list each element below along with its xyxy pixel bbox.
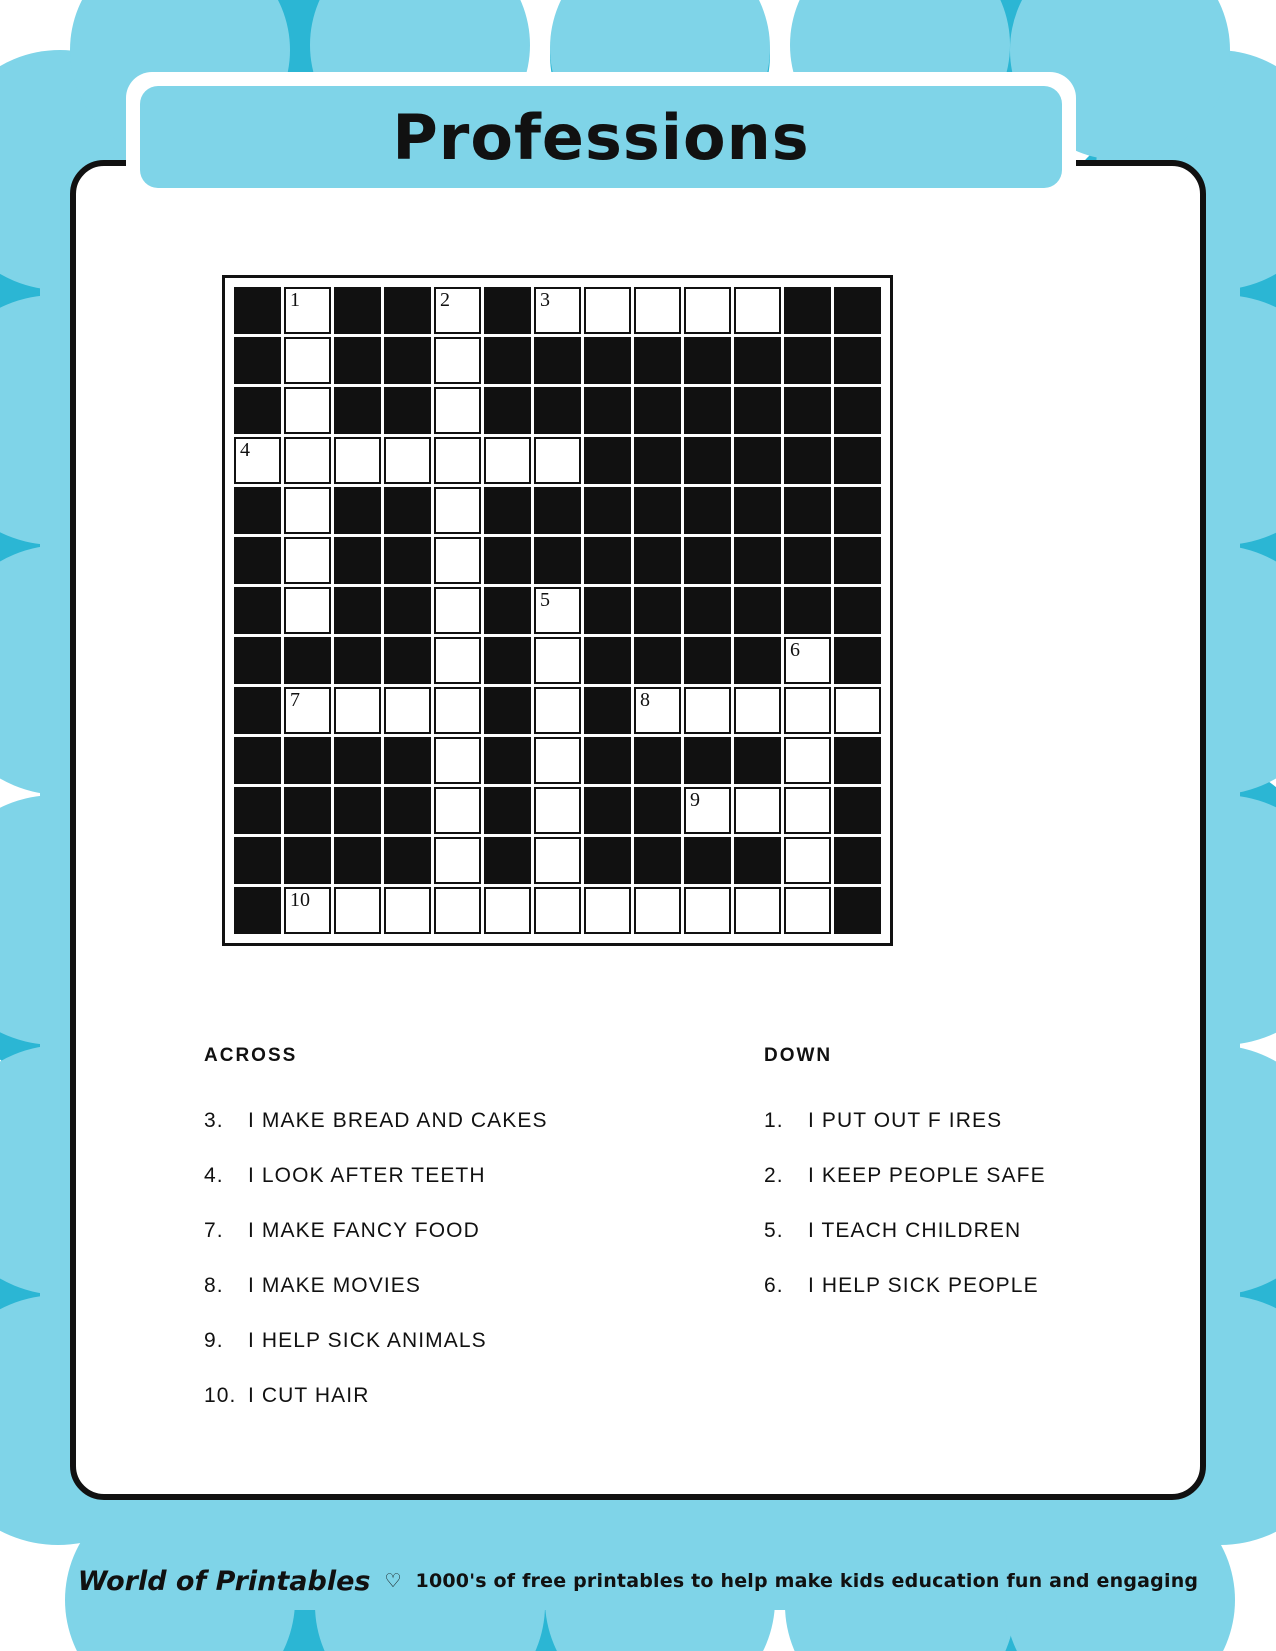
crossword-cell-open[interactable] <box>484 887 531 934</box>
crossword-cell-open[interactable] <box>334 887 381 934</box>
crossword-cell-open[interactable] <box>784 837 831 884</box>
crossword-cell-open[interactable] <box>534 687 581 734</box>
clue-item <box>204 1329 764 1353</box>
crossword-cell-open[interactable] <box>534 887 581 934</box>
crossword-row <box>234 637 881 684</box>
crossword-cell-blank <box>234 337 281 384</box>
crossword-cell-blank <box>284 737 331 784</box>
crossword-cell-open[interactable] <box>634 687 681 734</box>
crossword-cell-blank <box>234 837 281 884</box>
crossword-cell-open[interactable] <box>534 837 581 884</box>
crossword-cell-blank <box>734 587 781 634</box>
crossword-cell-blank <box>684 487 731 534</box>
crossword-cell-blank <box>684 837 731 884</box>
crossword-cell-open[interactable] <box>284 337 331 384</box>
crossword-cell-blank <box>634 637 681 684</box>
crossword-cell-blank <box>634 737 681 784</box>
crossword-cell-blank <box>334 837 381 884</box>
clue-item <box>764 1164 1104 1188</box>
crossword-cell-blank <box>834 637 881 684</box>
crossword-cell-open[interactable] <box>284 687 331 734</box>
crossword-cell-blank <box>284 787 331 834</box>
crossword-cell-blank <box>384 287 431 334</box>
footer-tagline: 1000's of free printables to help make kids education fun and engaging <box>415 1570 1199 1592</box>
crossword-cell-open[interactable] <box>534 587 581 634</box>
crossword-cell-blank <box>634 487 681 534</box>
crossword-cell-blank <box>834 587 881 634</box>
crossword-cell-blank <box>684 337 731 384</box>
crossword-cell-blank <box>534 387 581 434</box>
clue-number: 7. <box>204 1219 224 1242</box>
clue-item <box>764 1219 1104 1243</box>
cell-number: 2 <box>440 289 450 311</box>
crossword-cell-open[interactable] <box>284 587 331 634</box>
crossword-cell-blank <box>484 537 531 584</box>
crossword-cell-blank <box>684 737 731 784</box>
crossword-cell-open[interactable] <box>784 787 831 834</box>
crossword-cell-blank <box>734 737 781 784</box>
crossword-cell-open[interactable] <box>684 287 731 334</box>
crossword-table <box>231 284 884 937</box>
crossword-cell-open[interactable] <box>534 437 581 484</box>
clue-number: 3. <box>204 1109 224 1132</box>
crossword-cell-blank <box>284 637 331 684</box>
crossword-cell-blank <box>834 537 881 584</box>
crossword-cell-blank <box>684 387 731 434</box>
crossword-row <box>234 387 881 434</box>
crossword-cell-blank <box>334 637 381 684</box>
crossword-cell-blank <box>834 787 881 834</box>
crossword-cell-blank <box>234 537 281 584</box>
crossword-cell-open[interactable] <box>734 787 781 834</box>
crossword-cell-blank <box>384 487 431 534</box>
crossword-cell-blank <box>584 837 631 884</box>
crossword-cell-blank <box>834 437 881 484</box>
crossword-cell-open[interactable] <box>784 687 831 734</box>
crossword-cell-blank <box>634 587 681 634</box>
crossword-cell-blank <box>834 887 881 934</box>
cell-number: 4 <box>240 439 250 461</box>
crossword-cell-blank <box>384 587 431 634</box>
crossword-cell-blank <box>634 537 681 584</box>
crossword-cell-blank <box>784 287 831 334</box>
crossword-cell-blank <box>284 837 331 884</box>
footer-brand: World of Printables <box>77 1565 371 1597</box>
cell-number: 6 <box>790 639 800 661</box>
clue-item <box>204 1164 764 1188</box>
crossword-cell-open[interactable] <box>234 437 281 484</box>
clue-number: 5. <box>764 1219 784 1242</box>
crossword-cell-blank <box>734 337 781 384</box>
across-column <box>204 1045 764 1439</box>
crossword-grid <box>222 275 893 946</box>
crossword-cell-blank <box>584 487 631 534</box>
crossword-cell-blank <box>534 337 581 384</box>
crossword-cell-blank <box>634 337 681 384</box>
crossword-cell-blank <box>484 487 531 534</box>
clue-number: 4. <box>204 1164 224 1187</box>
crossword-row <box>234 837 881 884</box>
crossword-cell-open[interactable] <box>534 737 581 784</box>
crossword-cell-open[interactable] <box>434 287 481 334</box>
clue-item <box>204 1274 764 1298</box>
crossword-cell-open[interactable] <box>434 437 481 484</box>
clue-number: 2. <box>764 1164 784 1187</box>
heart-icon: ♡ <box>384 1570 402 1592</box>
crossword-cell-blank <box>484 337 531 384</box>
crossword-cell-blank <box>484 837 531 884</box>
crossword-cell-blank <box>234 787 281 834</box>
crossword-cell-open[interactable] <box>684 887 731 934</box>
crossword-cell-blank <box>384 337 431 384</box>
crossword-cell-open[interactable] <box>534 287 581 334</box>
crossword-cell-blank <box>484 687 531 734</box>
crossword-cell-blank <box>834 487 881 534</box>
crossword-cell-open[interactable] <box>284 287 331 334</box>
crossword-cell-open[interactable] <box>384 687 431 734</box>
crossword-cell-blank <box>784 587 831 634</box>
crossword-row <box>234 787 881 834</box>
crossword-cell-open[interactable] <box>434 687 481 734</box>
crossword-cell-blank <box>234 637 281 684</box>
crossword-cell-open[interactable] <box>734 887 781 934</box>
crossword-cell-open[interactable] <box>434 637 481 684</box>
crossword-cell-blank <box>334 487 381 534</box>
crossword-cell-open[interactable] <box>334 687 381 734</box>
page-title: Professions <box>392 100 810 174</box>
crossword-cell-open[interactable] <box>634 287 681 334</box>
clue-number: 8. <box>204 1274 224 1297</box>
crossword-cell-blank <box>334 737 381 784</box>
clue-text: I MAKE MOVIES <box>248 1274 421 1297</box>
crossword-cell-blank <box>484 787 531 834</box>
clue-text: I CUT HAIR <box>248 1384 370 1407</box>
across-heading: ACROSS <box>204 1045 298 1066</box>
crossword-cell-blank <box>784 387 831 434</box>
footer <box>0 1551 1276 1611</box>
crossword-cell-blank <box>484 737 531 784</box>
crossword-cell-open[interactable] <box>434 737 481 784</box>
clue-number: 9. <box>204 1329 224 1352</box>
crossword-cell-open[interactable] <box>334 437 381 484</box>
crossword-cell-blank <box>584 787 631 834</box>
crossword-cell-blank <box>684 437 731 484</box>
crossword-cell-blank <box>734 537 781 584</box>
cell-number: 3 <box>540 289 550 311</box>
crossword-cell-blank <box>234 687 281 734</box>
crossword-row <box>234 537 881 584</box>
clue-text: I LOOK AFTER TEETH <box>248 1164 486 1187</box>
crossword-cell-open[interactable] <box>734 687 781 734</box>
clue-text: I MAKE BREAD AND CAKES <box>248 1109 548 1132</box>
cell-number: 9 <box>690 789 700 811</box>
crossword-cell-open[interactable] <box>284 537 331 584</box>
crossword-cell-blank <box>584 687 631 734</box>
cell-number: 5 <box>540 589 550 611</box>
crossword-cell-blank <box>384 637 431 684</box>
crossword-cell-open[interactable] <box>784 737 831 784</box>
crossword-cell-open[interactable] <box>284 487 331 534</box>
crossword-cell-blank <box>334 287 381 334</box>
crossword-cell-blank <box>734 837 781 884</box>
crossword-cell-blank <box>684 537 731 584</box>
crossword-cell-blank <box>584 637 631 684</box>
crossword-cell-open[interactable] <box>434 787 481 834</box>
crossword-cell-open[interactable] <box>634 887 681 934</box>
crossword-cell-blank <box>334 337 381 384</box>
cell-number: 10 <box>290 889 310 911</box>
crossword-cell-blank <box>834 337 881 384</box>
crossword-cell-open[interactable] <box>684 787 731 834</box>
clue-number: 10. <box>204 1384 237 1407</box>
crossword-cell-blank <box>584 437 631 484</box>
crossword-cell-open[interactable] <box>384 887 431 934</box>
crossword-cell-open[interactable] <box>534 637 581 684</box>
clues-section <box>204 1045 1104 1439</box>
crossword-cell-blank <box>784 437 831 484</box>
crossword-cell-open[interactable] <box>434 537 481 584</box>
crossword-cell-open[interactable] <box>684 687 731 734</box>
crossword-cell-blank <box>484 287 531 334</box>
clue-item <box>764 1109 1104 1133</box>
crossword-cell-blank <box>584 537 631 584</box>
clue-item <box>204 1384 764 1408</box>
crossword-cell-open[interactable] <box>784 887 831 934</box>
crossword-cell-open[interactable] <box>784 637 831 684</box>
crossword-cell-blank <box>634 387 681 434</box>
crossword-cell-open[interactable] <box>734 287 781 334</box>
clue-text: I MAKE FANCY FOOD <box>248 1219 480 1242</box>
crossword-cell-open[interactable] <box>434 837 481 884</box>
crossword-row <box>234 287 881 334</box>
crossword-cell-blank <box>734 437 781 484</box>
clue-text: I TEACH CHILDREN <box>808 1219 1022 1242</box>
crossword-cell-open[interactable] <box>284 387 331 434</box>
crossword-cell-open[interactable] <box>584 887 631 934</box>
crossword-cell-blank <box>734 487 781 534</box>
clue-number: 1. <box>764 1109 784 1132</box>
crossword-cell-open[interactable] <box>284 887 331 934</box>
crossword-cell-blank <box>784 487 831 534</box>
down-column <box>764 1045 1104 1439</box>
crossword-cell-blank <box>534 537 581 584</box>
clue-text: I PUT OUT F IRES <box>808 1109 1003 1132</box>
crossword-cell-blank <box>784 337 831 384</box>
crossword-cell-blank <box>384 787 431 834</box>
crossword-cell-open[interactable] <box>434 337 481 384</box>
down-heading: DOWN <box>764 1045 833 1066</box>
title-banner-shell <box>126 72 1076 202</box>
crossword-cell-open[interactable] <box>434 887 481 934</box>
crossword-cell-blank <box>234 287 281 334</box>
title-banner <box>140 86 1062 188</box>
clue-item <box>764 1274 1104 1298</box>
clue-number: 6. <box>764 1274 784 1297</box>
crossword-cell-open[interactable] <box>384 437 431 484</box>
crossword-cell-blank <box>234 737 281 784</box>
crossword-cell-blank <box>484 637 531 684</box>
crossword-cell-blank <box>334 387 381 434</box>
crossword-cell-blank <box>834 287 881 334</box>
crossword-cell-blank <box>334 587 381 634</box>
crossword-cell-blank <box>684 587 731 634</box>
crossword-cell-blank <box>584 387 631 434</box>
crossword-cell-blank <box>734 637 781 684</box>
crossword-cell-blank <box>834 387 881 434</box>
crossword-cell-blank <box>234 887 281 934</box>
crossword-row <box>234 337 881 384</box>
crossword-cell-blank <box>334 787 381 834</box>
crossword-cell-blank <box>584 587 631 634</box>
crossword-cell-open[interactable] <box>434 487 481 534</box>
crossword-cell-blank <box>234 387 281 434</box>
crossword-cell-blank <box>834 837 881 884</box>
clue-text: I KEEP PEOPLE SAFE <box>808 1164 1046 1187</box>
crossword-cell-blank <box>384 387 431 434</box>
crossword-cell-open[interactable] <box>584 287 631 334</box>
crossword-cell-blank <box>634 837 681 884</box>
crossword-cell-blank <box>534 487 581 534</box>
crossword-cell-blank <box>734 387 781 434</box>
crossword-cell-open[interactable] <box>434 387 481 434</box>
crossword-cell-blank <box>584 337 631 384</box>
crossword-cell-open[interactable] <box>484 437 531 484</box>
crossword-cell-blank <box>634 787 681 834</box>
crossword-cell-blank <box>584 737 631 784</box>
crossword-cell-blank <box>234 587 281 634</box>
crossword-cell-blank <box>384 737 431 784</box>
crossword-cell-blank <box>484 587 531 634</box>
crossword-cell-open[interactable] <box>284 437 331 484</box>
crossword-row <box>234 587 881 634</box>
crossword-cell-blank <box>484 387 531 434</box>
clue-item <box>204 1219 764 1243</box>
crossword-cell-blank <box>834 737 881 784</box>
crossword-cell-blank <box>684 637 731 684</box>
crossword-cell-blank <box>234 487 281 534</box>
crossword-cell-blank <box>384 537 431 584</box>
crossword-cell-open[interactable] <box>834 687 881 734</box>
crossword-row <box>234 887 881 934</box>
cell-number: 8 <box>640 689 650 711</box>
cell-number: 7 <box>290 689 300 711</box>
clue-item <box>204 1109 764 1133</box>
cell-number: 1 <box>290 289 300 311</box>
crossword-row <box>234 487 881 534</box>
crossword-cell-open[interactable] <box>434 587 481 634</box>
crossword-cell-blank <box>384 837 431 884</box>
clue-text: I HELP SICK ANIMALS <box>248 1329 487 1352</box>
crossword-row <box>234 737 881 784</box>
crossword-row <box>234 687 881 734</box>
crossword-row <box>234 437 881 484</box>
crossword-cell-blank <box>634 437 681 484</box>
crossword-cell-blank <box>784 537 831 584</box>
clue-text: I HELP SICK PEOPLE <box>808 1274 1039 1297</box>
crossword-cell-blank <box>334 537 381 584</box>
crossword-cell-open[interactable] <box>534 787 581 834</box>
